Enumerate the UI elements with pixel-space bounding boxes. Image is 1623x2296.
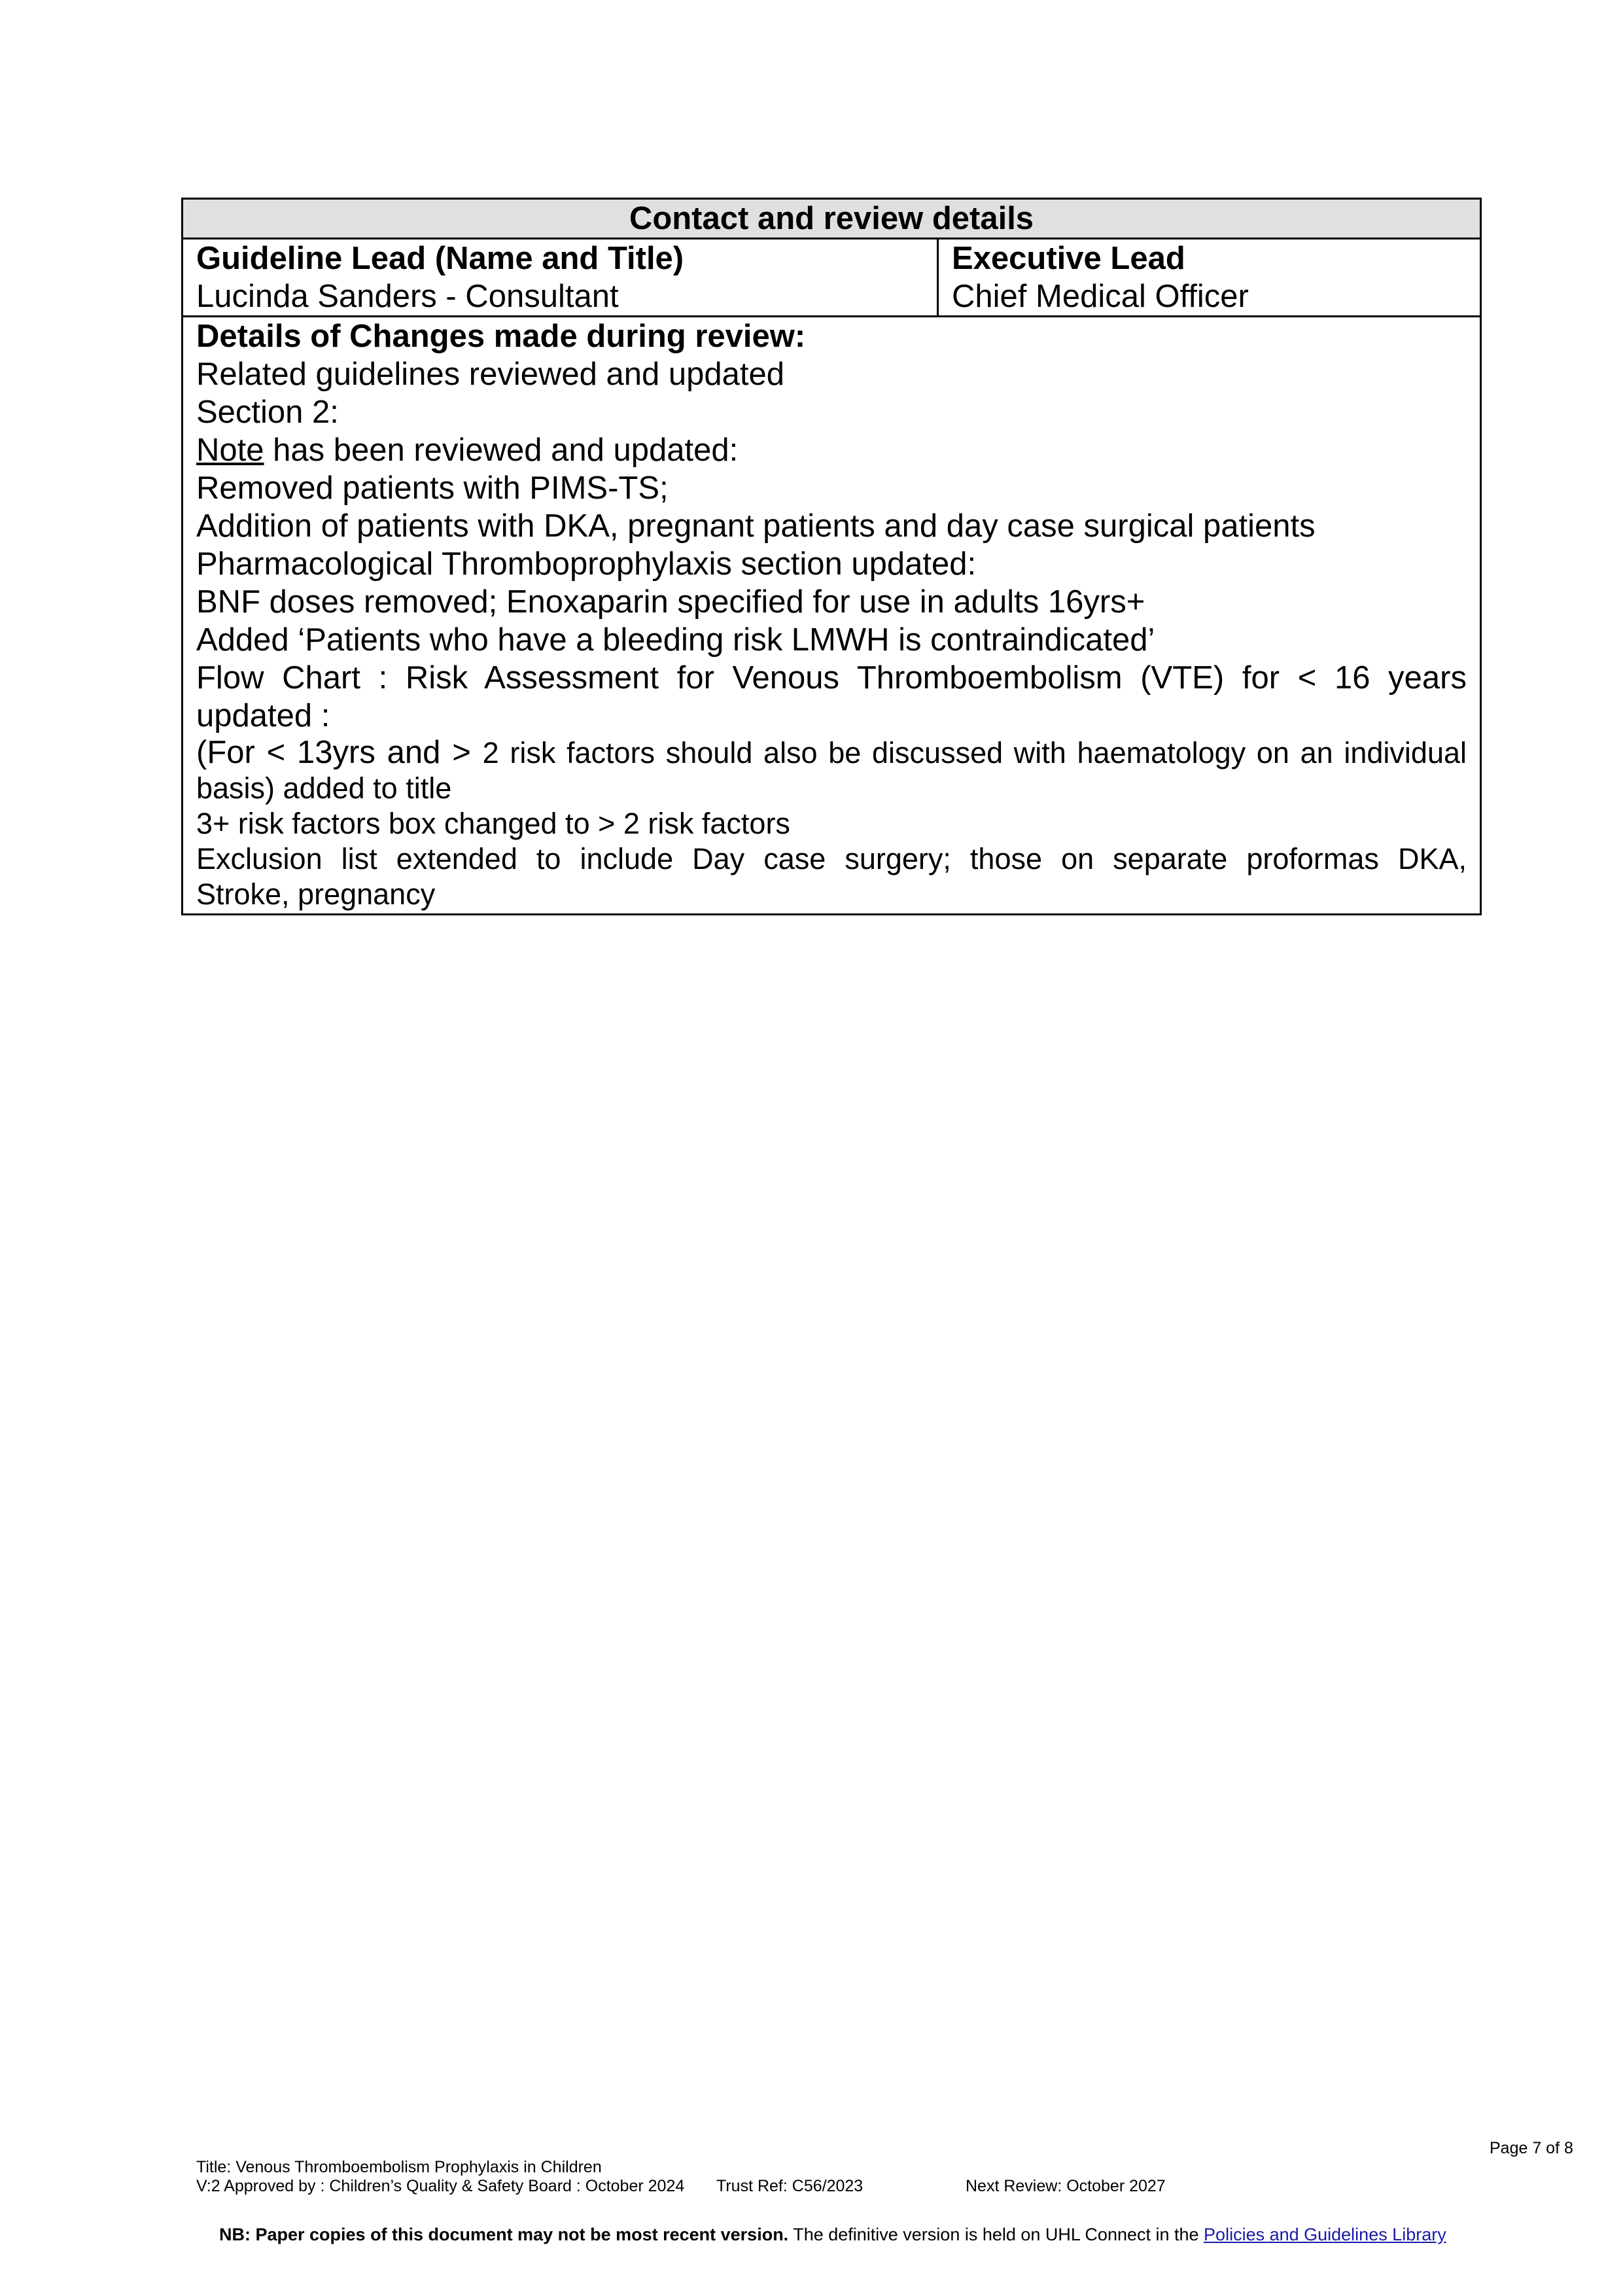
contact-review-table (181, 198, 1482, 915)
change-line (196, 431, 1467, 469)
guideline-lead-cell (183, 239, 938, 317)
change-line: Stroke, pregnancy (196, 877, 436, 911)
footer-nb-notice (219, 2225, 1446, 2244)
change-line: Addition of patients with DKA, pregnant patients and day case surgical patients (196, 508, 1316, 544)
executive-lead-cell (938, 239, 1481, 317)
footer-title: Title: Venous Thromboembolism Prophylaxis in Children (196, 2158, 602, 2176)
change-line-part: (For < 13yrs and > (196, 735, 483, 770)
change-line: Removed patients with PIMS-TS; (196, 470, 669, 506)
footer-next-review: Next Review: October 2027 (966, 2177, 1166, 2195)
nb-text: The definitive version is held on UHL Connect in the (788, 2225, 1204, 2244)
change-line: Flow Chart : Risk Assessment for Venous Thromboembolism (VTE) for < 16 years (196, 660, 1467, 696)
changes-cell (183, 317, 1481, 915)
change-line (196, 735, 1467, 771)
change-line: BNF doses removed; Enoxaparin specified for use in adults 16yrs+ (196, 584, 1145, 620)
change-line: Section 2: (196, 395, 339, 430)
executive-lead-value: Chief Medical Officer (952, 279, 1249, 314)
change-line: Related guidelines reviewed and updated (196, 357, 784, 392)
change-line: updated : (196, 698, 330, 733)
guideline-lead-label: Guideline Lead (Name and Title) (196, 241, 684, 276)
changes-label: Details of Changes made during review: (196, 319, 806, 354)
policies-library-link[interactable]: Policies and Guidelines Library (1204, 2225, 1446, 2244)
change-line-part: 2 risk factors should also be discussed with haematology on an individual (482, 736, 1467, 769)
footer-trust-ref: Trust Ref: C56/2023 (716, 2177, 864, 2195)
guideline-lead-value: Lucinda Sanders - Consultant (196, 279, 619, 314)
nb-bold-text: NB: Paper copies of this document may not be most recent version. (219, 2225, 789, 2244)
change-line: Pharmacological Thromboprophylaxis section updated: (196, 546, 977, 582)
note-underlined: Note (196, 433, 264, 468)
change-line: basis) added to title (196, 771, 452, 805)
page-number: Page 7 of 8 (1490, 2139, 1573, 2157)
change-line: 3+ risk factors box changed to > 2 risk factors (196, 807, 790, 840)
executive-lead-label: Executive Lead (952, 241, 1185, 276)
change-line: Exclusion list extended to include Day case surgery; those on separate proformas DKA, (196, 842, 1467, 875)
footer-approval: V:2 Approved by : Children’s Quality & Safety Board : October 2024 (196, 2177, 685, 2195)
change-line: Added ‘Patients who have a bleeding risk LMWH is contraindicated’ (196, 622, 1155, 658)
table-heading: Contact and review details (183, 199, 1481, 239)
note-rest: has been reviewed and updated: (264, 433, 739, 468)
